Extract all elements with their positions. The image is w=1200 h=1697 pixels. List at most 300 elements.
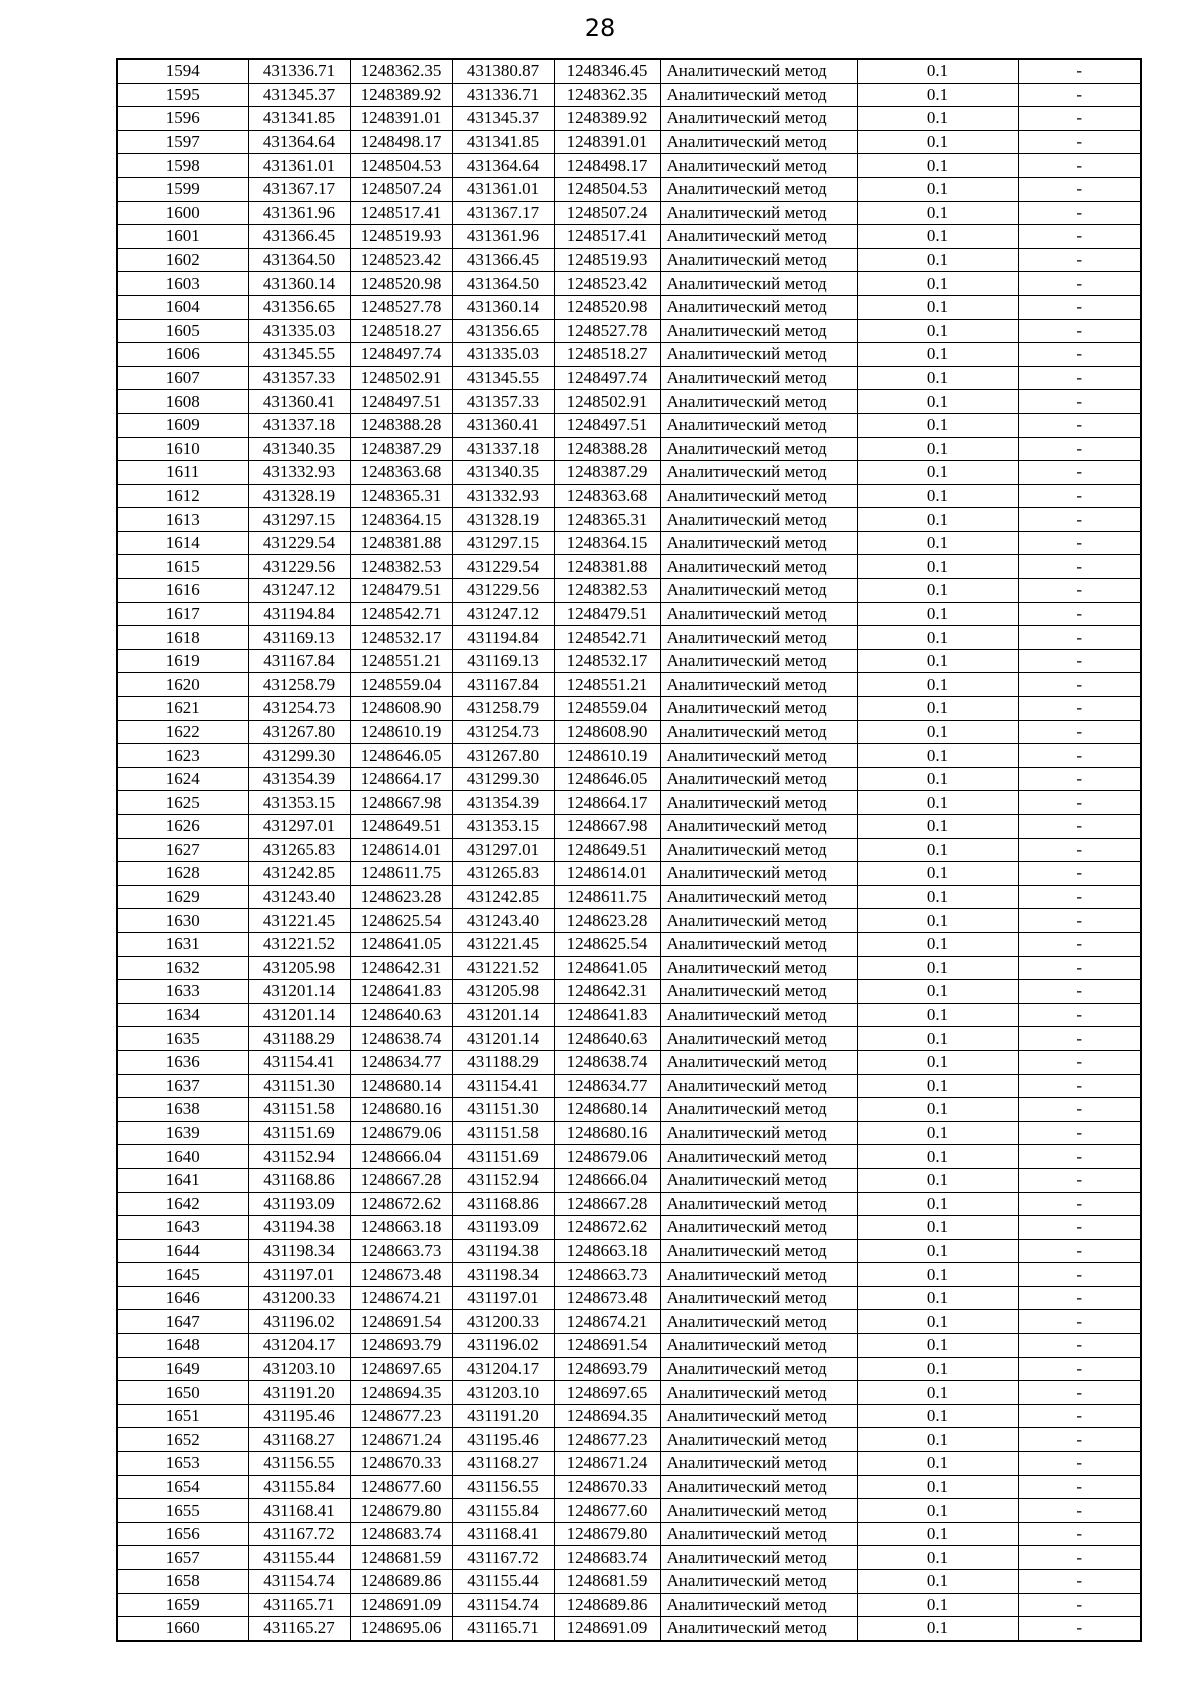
note-cell: -	[1018, 1570, 1141, 1594]
prev-x-coord-cell: 431152.94	[452, 1168, 554, 1192]
x-coord-cell: 431155.44	[248, 1546, 350, 1570]
prev-x-coord-cell: 431254.73	[452, 720, 554, 744]
note-cell: -	[1018, 1121, 1141, 1145]
method-cell: Аналитический метод	[660, 980, 857, 1004]
x-coord-cell: 431367.17	[248, 177, 350, 201]
note-cell: -	[1018, 956, 1141, 980]
method-cell: Аналитический метод	[660, 626, 857, 650]
table-row	[117, 1050, 1141, 1074]
prev-y-coord-cell: 1248673.48	[554, 1286, 660, 1310]
accuracy-cell: 0.1	[857, 413, 1018, 437]
table-row	[117, 1003, 1141, 1027]
y-coord-cell: 1248611.75	[350, 862, 452, 886]
table-row	[117, 1286, 1141, 1310]
x-coord-cell: 431195.46	[248, 1404, 350, 1428]
method-cell: Аналитический метод	[660, 366, 857, 390]
prev-x-coord-cell: 431258.79	[452, 697, 554, 721]
prev-y-coord-cell: 1248670.33	[554, 1475, 660, 1499]
y-coord-cell: 1248389.92	[350, 83, 452, 107]
prev-x-coord-cell: 431361.01	[452, 177, 554, 201]
accuracy-cell: 0.1	[857, 508, 1018, 532]
note-cell: -	[1018, 225, 1141, 249]
y-coord-cell: 1248679.06	[350, 1121, 452, 1145]
method-cell: Аналитический метод	[660, 956, 857, 980]
prev-x-coord-cell: 431205.98	[452, 980, 554, 1004]
note-cell: -	[1018, 130, 1141, 154]
point-number-cell: 1640	[117, 1145, 248, 1169]
accuracy-cell: 0.1	[857, 1617, 1018, 1641]
accuracy-cell: 0.1	[857, 1310, 1018, 1334]
y-coord-cell: 1248683.74	[350, 1522, 452, 1546]
prev-x-coord-cell: 431364.50	[452, 272, 554, 296]
point-number-cell: 1648	[117, 1334, 248, 1358]
method-cell: Аналитический метод	[660, 225, 857, 249]
point-number-cell: 1613	[117, 508, 248, 532]
method-cell: Аналитический метод	[660, 885, 857, 909]
accuracy-cell: 0.1	[857, 1570, 1018, 1594]
y-coord-cell: 1248680.16	[350, 1098, 452, 1122]
table-row	[117, 1452, 1141, 1476]
y-coord-cell: 1248674.21	[350, 1286, 452, 1310]
method-cell: Аналитический метод	[660, 1192, 857, 1216]
method-cell: Аналитический метод	[660, 909, 857, 933]
prev-y-coord-cell: 1248362.35	[554, 83, 660, 107]
prev-x-coord-cell: 431328.19	[452, 508, 554, 532]
table-row	[117, 1192, 1141, 1216]
table-row	[117, 1499, 1141, 1523]
method-cell: Аналитический метод	[660, 649, 857, 673]
y-coord-cell: 1248623.28	[350, 885, 452, 909]
accuracy-cell: 0.1	[857, 272, 1018, 296]
prev-x-coord-cell: 431242.85	[452, 885, 554, 909]
prev-y-coord-cell: 1248683.74	[554, 1546, 660, 1570]
point-number-cell: 1626	[117, 815, 248, 839]
accuracy-cell: 0.1	[857, 815, 1018, 839]
table-row	[117, 461, 1141, 485]
prev-y-coord-cell: 1248363.68	[554, 484, 660, 508]
note-cell: -	[1018, 1404, 1141, 1428]
x-coord-cell: 431357.33	[248, 366, 350, 390]
method-cell: Аналитический метод	[660, 1404, 857, 1428]
note-cell: -	[1018, 319, 1141, 343]
accuracy-cell: 0.1	[857, 1286, 1018, 1310]
table-row	[117, 484, 1141, 508]
prev-x-coord-cell: 431337.18	[452, 437, 554, 461]
point-number-cell: 1602	[117, 248, 248, 272]
y-coord-cell: 1248502.91	[350, 366, 452, 390]
x-coord-cell: 431221.45	[248, 909, 350, 933]
note-cell: -	[1018, 295, 1141, 319]
prev-x-coord-cell: 431165.71	[452, 1617, 554, 1641]
point-number-cell: 1652	[117, 1428, 248, 1452]
note-cell: -	[1018, 1145, 1141, 1169]
point-number-cell: 1595	[117, 83, 248, 107]
note-cell: -	[1018, 484, 1141, 508]
method-cell: Аналитический метод	[660, 295, 857, 319]
x-coord-cell: 431345.37	[248, 83, 350, 107]
y-coord-cell: 1248517.41	[350, 201, 452, 225]
x-coord-cell: 431151.30	[248, 1074, 350, 1098]
note-cell: -	[1018, 1617, 1141, 1641]
prev-x-coord-cell: 431191.20	[452, 1404, 554, 1428]
prev-x-coord-cell: 431345.37	[452, 107, 554, 131]
point-number-cell: 1624	[117, 767, 248, 791]
x-coord-cell: 431165.71	[248, 1593, 350, 1617]
method-cell: Аналитический метод	[660, 248, 857, 272]
y-coord-cell: 1248677.60	[350, 1475, 452, 1499]
y-coord-cell: 1248673.48	[350, 1263, 452, 1287]
prev-x-coord-cell: 431360.41	[452, 413, 554, 437]
accuracy-cell: 0.1	[857, 366, 1018, 390]
point-number-cell: 1625	[117, 791, 248, 815]
page-number: 28	[584, 14, 616, 42]
prev-y-coord-cell: 1248391.01	[554, 130, 660, 154]
x-coord-cell: 431188.29	[248, 1027, 350, 1051]
method-cell: Аналитический метод	[660, 1546, 857, 1570]
point-number-cell: 1627	[117, 838, 248, 862]
prev-y-coord-cell: 1248691.09	[554, 1617, 660, 1641]
prev-x-coord-cell: 431168.86	[452, 1192, 554, 1216]
method-cell: Аналитический метод	[660, 673, 857, 697]
y-coord-cell: 1248497.51	[350, 390, 452, 414]
method-cell: Аналитический метод	[660, 744, 857, 768]
method-cell: Аналитический метод	[660, 1050, 857, 1074]
method-cell: Аналитический метод	[660, 83, 857, 107]
point-number-cell: 1628	[117, 862, 248, 886]
table-row	[117, 1570, 1141, 1594]
note-cell: -	[1018, 1334, 1141, 1358]
note-cell: -	[1018, 980, 1141, 1004]
accuracy-cell: 0.1	[857, 1381, 1018, 1405]
table-row	[117, 1098, 1141, 1122]
method-cell: Аналитический метод	[660, 343, 857, 367]
table-row	[117, 932, 1141, 956]
point-number-cell: 1608	[117, 390, 248, 414]
prev-y-coord-cell: 1248614.01	[554, 862, 660, 886]
table-row	[117, 248, 1141, 272]
note-cell: -	[1018, 461, 1141, 485]
prev-y-coord-cell: 1248681.59	[554, 1570, 660, 1594]
prev-y-coord-cell: 1248646.05	[554, 767, 660, 791]
prev-y-coord-cell: 1248497.51	[554, 413, 660, 437]
method-cell: Аналитический метод	[660, 815, 857, 839]
y-coord-cell: 1248640.63	[350, 1003, 452, 1027]
x-coord-cell: 431353.15	[248, 791, 350, 815]
method-cell: Аналитический метод	[660, 508, 857, 532]
accuracy-cell: 0.1	[857, 1027, 1018, 1051]
note-cell: -	[1018, 107, 1141, 131]
x-coord-cell: 431168.86	[248, 1168, 350, 1192]
prev-y-coord-cell: 1248689.86	[554, 1593, 660, 1617]
prev-y-coord-cell: 1248517.41	[554, 225, 660, 249]
note-cell: -	[1018, 1475, 1141, 1499]
point-number-cell: 1654	[117, 1475, 248, 1499]
point-number-cell: 1643	[117, 1216, 248, 1240]
note-cell: -	[1018, 366, 1141, 390]
accuracy-cell: 0.1	[857, 1098, 1018, 1122]
x-coord-cell: 431201.14	[248, 1003, 350, 1027]
table-row	[117, 626, 1141, 650]
y-coord-cell: 1248642.31	[350, 956, 452, 980]
prev-x-coord-cell: 431345.55	[452, 366, 554, 390]
y-coord-cell: 1248694.35	[350, 1381, 452, 1405]
prev-y-coord-cell: 1248642.31	[554, 980, 660, 1004]
note-cell: -	[1018, 791, 1141, 815]
x-coord-cell: 431297.15	[248, 508, 350, 532]
method-cell: Аналитический метод	[660, 1381, 857, 1405]
table-row	[117, 319, 1141, 343]
x-coord-cell: 431356.65	[248, 295, 350, 319]
x-coord-cell: 431242.85	[248, 862, 350, 886]
y-coord-cell: 1248381.88	[350, 531, 452, 555]
y-coord-cell: 1248689.86	[350, 1570, 452, 1594]
point-number-cell: 1658	[117, 1570, 248, 1594]
prev-x-coord-cell: 431243.40	[452, 909, 554, 933]
prev-y-coord-cell: 1248680.14	[554, 1098, 660, 1122]
accuracy-cell: 0.1	[857, 649, 1018, 673]
accuracy-cell: 0.1	[857, 767, 1018, 791]
x-coord-cell: 431167.72	[248, 1522, 350, 1546]
table-row	[117, 838, 1141, 862]
prev-x-coord-cell: 431299.30	[452, 767, 554, 791]
table-row	[117, 1522, 1141, 1546]
prev-x-coord-cell: 431354.39	[452, 791, 554, 815]
table-row	[117, 130, 1141, 154]
note-cell: -	[1018, 1050, 1141, 1074]
point-number-cell: 1634	[117, 1003, 248, 1027]
accuracy-cell: 0.1	[857, 154, 1018, 178]
table-row	[117, 909, 1141, 933]
accuracy-cell: 0.1	[857, 83, 1018, 107]
y-coord-cell: 1248519.93	[350, 225, 452, 249]
y-coord-cell: 1248559.04	[350, 673, 452, 697]
prev-y-coord-cell: 1248634.77	[554, 1074, 660, 1098]
prev-x-coord-cell: 431151.58	[452, 1121, 554, 1145]
point-number-cell: 1618	[117, 626, 248, 650]
y-coord-cell: 1248671.24	[350, 1428, 452, 1452]
prev-y-coord-cell: 1248679.06	[554, 1145, 660, 1169]
table-row	[117, 767, 1141, 791]
y-coord-cell: 1248697.65	[350, 1357, 452, 1381]
note-cell: -	[1018, 1310, 1141, 1334]
table-row	[117, 366, 1141, 390]
method-cell: Аналитический метод	[660, 177, 857, 201]
prev-y-coord-cell: 1248677.23	[554, 1428, 660, 1452]
y-coord-cell: 1248680.14	[350, 1074, 452, 1098]
x-coord-cell: 431201.14	[248, 980, 350, 1004]
table-row	[117, 201, 1141, 225]
point-number-cell: 1633	[117, 980, 248, 1004]
method-cell: Аналитический метод	[660, 319, 857, 343]
accuracy-cell: 0.1	[857, 956, 1018, 980]
y-coord-cell: 1248520.98	[350, 272, 452, 296]
prev-y-coord-cell: 1248507.24	[554, 201, 660, 225]
x-coord-cell: 431156.55	[248, 1452, 350, 1476]
note-cell: -	[1018, 248, 1141, 272]
table-row	[117, 177, 1141, 201]
note-cell: -	[1018, 673, 1141, 697]
prev-x-coord-cell: 431201.14	[452, 1003, 554, 1027]
table-row	[117, 602, 1141, 626]
note-cell: -	[1018, 1357, 1141, 1381]
prev-x-coord-cell: 431201.14	[452, 1027, 554, 1051]
point-number-cell: 1612	[117, 484, 248, 508]
note-cell: -	[1018, 862, 1141, 886]
table-row	[117, 956, 1141, 980]
method-cell: Аналитический метод	[660, 1452, 857, 1476]
x-coord-cell: 431336.71	[248, 59, 350, 83]
point-number-cell: 1619	[117, 649, 248, 673]
y-coord-cell: 1248667.98	[350, 791, 452, 815]
note-cell: -	[1018, 1593, 1141, 1617]
point-number-cell: 1621	[117, 697, 248, 721]
x-coord-cell: 431332.93	[248, 461, 350, 485]
table-row	[117, 1074, 1141, 1098]
accuracy-cell: 0.1	[857, 437, 1018, 461]
prev-x-coord-cell: 431353.15	[452, 815, 554, 839]
prev-x-coord-cell: 431151.69	[452, 1145, 554, 1169]
prev-x-coord-cell: 431167.72	[452, 1546, 554, 1570]
note-cell: -	[1018, 1452, 1141, 1476]
accuracy-cell: 0.1	[857, 720, 1018, 744]
method-cell: Аналитический метод	[660, 1121, 857, 1145]
prev-x-coord-cell: 431156.55	[452, 1475, 554, 1499]
point-number-cell: 1657	[117, 1546, 248, 1570]
table-row	[117, 508, 1141, 532]
table-row	[117, 697, 1141, 721]
x-coord-cell: 431265.83	[248, 838, 350, 862]
x-coord-cell: 431151.58	[248, 1098, 350, 1122]
prev-y-coord-cell: 1248674.21	[554, 1310, 660, 1334]
y-coord-cell: 1248518.27	[350, 319, 452, 343]
prev-x-coord-cell: 431336.71	[452, 83, 554, 107]
x-coord-cell: 431229.54	[248, 531, 350, 555]
x-coord-cell: 431354.39	[248, 767, 350, 791]
method-cell: Аналитический метод	[660, 484, 857, 508]
y-coord-cell: 1248542.71	[350, 602, 452, 626]
x-coord-cell: 431337.18	[248, 413, 350, 437]
accuracy-cell: 0.1	[857, 885, 1018, 909]
table-row	[117, 673, 1141, 697]
point-number-cell: 1635	[117, 1027, 248, 1051]
accuracy-cell: 0.1	[857, 909, 1018, 933]
accuracy-cell: 0.1	[857, 390, 1018, 414]
x-coord-cell: 431168.27	[248, 1428, 350, 1452]
accuracy-cell: 0.1	[857, 1428, 1018, 1452]
prev-y-coord-cell: 1248519.93	[554, 248, 660, 272]
x-coord-cell: 431205.98	[248, 956, 350, 980]
y-coord-cell: 1248664.17	[350, 767, 452, 791]
method-cell: Аналитический метод	[660, 1145, 857, 1169]
y-coord-cell: 1248382.53	[350, 555, 452, 579]
table-row	[117, 555, 1141, 579]
prev-y-coord-cell: 1248389.92	[554, 107, 660, 131]
table-row	[117, 1617, 1141, 1641]
prev-y-coord-cell: 1248381.88	[554, 555, 660, 579]
accuracy-cell: 0.1	[857, 1192, 1018, 1216]
y-coord-cell: 1248504.53	[350, 154, 452, 178]
point-number-cell: 1659	[117, 1593, 248, 1617]
y-coord-cell: 1248608.90	[350, 697, 452, 721]
accuracy-cell: 0.1	[857, 107, 1018, 131]
method-cell: Аналитический метод	[660, 697, 857, 721]
y-coord-cell: 1248670.33	[350, 1452, 452, 1476]
prev-x-coord-cell: 431265.83	[452, 862, 554, 886]
y-coord-cell: 1248677.23	[350, 1404, 452, 1428]
accuracy-cell: 0.1	[857, 1003, 1018, 1027]
table-row	[117, 531, 1141, 555]
table-row	[117, 343, 1141, 367]
x-coord-cell: 431165.27	[248, 1617, 350, 1641]
method-cell: Аналитический метод	[660, 791, 857, 815]
prev-x-coord-cell: 431151.30	[452, 1098, 554, 1122]
x-coord-cell: 431340.35	[248, 437, 350, 461]
y-coord-cell: 1248667.28	[350, 1168, 452, 1192]
point-number-cell: 1656	[117, 1522, 248, 1546]
prev-y-coord-cell: 1248518.27	[554, 343, 660, 367]
point-number-cell: 1645	[117, 1263, 248, 1287]
note-cell: -	[1018, 343, 1141, 367]
point-number-cell: 1609	[117, 413, 248, 437]
method-cell: Аналитический метод	[660, 767, 857, 791]
method-cell: Аналитический метод	[660, 1475, 857, 1499]
prev-x-coord-cell: 431155.84	[452, 1499, 554, 1523]
table-row	[117, 885, 1141, 909]
prev-x-coord-cell: 431335.03	[452, 343, 554, 367]
method-cell: Аналитический метод	[660, 1286, 857, 1310]
y-coord-cell: 1248695.06	[350, 1617, 452, 1641]
prev-y-coord-cell: 1248527.78	[554, 319, 660, 343]
x-coord-cell: 431299.30	[248, 744, 350, 768]
y-coord-cell: 1248679.80	[350, 1499, 452, 1523]
method-cell: Аналитический метод	[660, 1499, 857, 1523]
point-number-cell: 1616	[117, 579, 248, 603]
table-row	[117, 862, 1141, 886]
accuracy-cell: 0.1	[857, 555, 1018, 579]
note-cell: -	[1018, 579, 1141, 603]
note-cell: -	[1018, 744, 1141, 768]
y-coord-cell: 1248691.54	[350, 1310, 452, 1334]
accuracy-cell: 0.1	[857, 295, 1018, 319]
note-cell: -	[1018, 59, 1141, 83]
accuracy-cell: 0.1	[857, 1475, 1018, 1499]
prev-y-coord-cell: 1248663.18	[554, 1239, 660, 1263]
prev-y-coord-cell: 1248365.31	[554, 508, 660, 532]
prev-x-coord-cell: 431195.46	[452, 1428, 554, 1452]
y-coord-cell: 1248551.21	[350, 649, 452, 673]
point-number-cell: 1597	[117, 130, 248, 154]
note-cell: -	[1018, 1263, 1141, 1287]
accuracy-cell: 0.1	[857, 1121, 1018, 1145]
accuracy-cell: 0.1	[857, 626, 1018, 650]
note-cell: -	[1018, 1286, 1141, 1310]
point-number-cell: 1639	[117, 1121, 248, 1145]
y-coord-cell: 1248646.05	[350, 744, 452, 768]
note-cell: -	[1018, 531, 1141, 555]
prev-x-coord-cell: 431196.02	[452, 1334, 554, 1358]
accuracy-cell: 0.1	[857, 531, 1018, 555]
method-cell: Аналитический метод	[660, 1310, 857, 1334]
prev-x-coord-cell: 431229.56	[452, 579, 554, 603]
table-row	[117, 225, 1141, 249]
x-coord-cell: 431151.69	[248, 1121, 350, 1145]
prev-x-coord-cell: 431267.80	[452, 744, 554, 768]
x-coord-cell: 431328.19	[248, 484, 350, 508]
prev-y-coord-cell: 1248641.83	[554, 1003, 660, 1027]
y-coord-cell: 1248649.51	[350, 815, 452, 839]
method-cell: Аналитический метод	[660, 1168, 857, 1192]
y-coord-cell: 1248672.62	[350, 1192, 452, 1216]
